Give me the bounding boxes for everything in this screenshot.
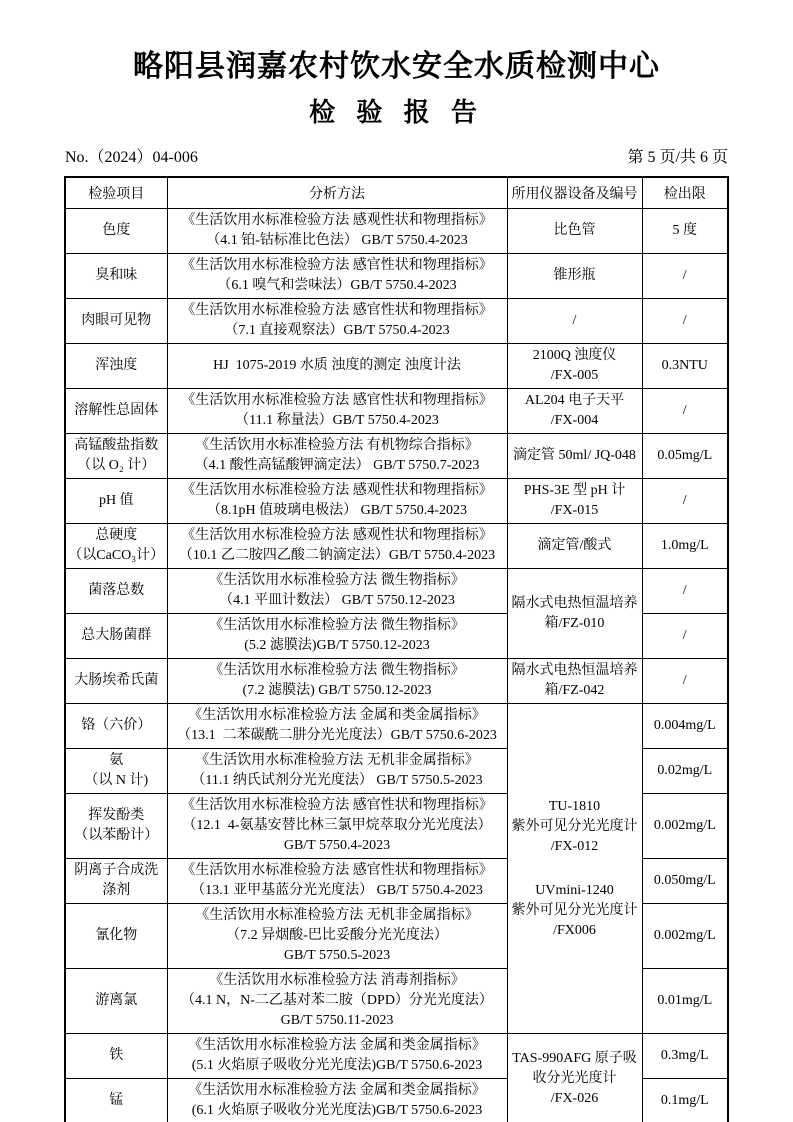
cell-text-line: 铁 xyxy=(109,1048,124,1063)
cell-text-line: (5.2 滤膜法)GB/T 5750.12-2023 xyxy=(244,638,430,653)
cell-text-line: 0.002mg/L xyxy=(653,818,716,833)
cell-text-line: 0.050mg/L xyxy=(653,873,716,888)
cell-text-line: 2100Q 浊度仪 xyxy=(532,348,617,363)
cell-text-line: 收分光光度计 xyxy=(532,1070,617,1086)
cell-text-line: 《生活饮用水标准检验方法 微生物指标》 xyxy=(209,618,465,633)
cell-text-line: 《生活饮用水标准检验方法 金属和类金属指标》 xyxy=(188,1083,486,1098)
cell-analysis-method xyxy=(167,904,507,969)
cell-text-line: / xyxy=(682,583,687,598)
cell-text-line: / xyxy=(682,628,687,643)
cell-text-line: （13.1 亚甲基蓝分光光度法） GB/T 5750.4-2023 xyxy=(191,883,483,898)
cell-text-line: （6.1 嗅气和尝味法）GB/T 5750.4-2023 xyxy=(217,278,457,293)
cell-analysis-method xyxy=(167,434,507,479)
cell-text-line: TU-1810 xyxy=(548,798,601,814)
cell-detection-limit xyxy=(642,569,728,614)
cell-text-line: （10.1 乙二胺四乙酸二钠滴定法）GB/T 5750.4-2023 xyxy=(178,548,496,563)
cell-test-item xyxy=(65,969,167,1034)
cell-text-line: 紫外可见分光光度计 xyxy=(511,902,638,918)
cell-text-line: 隔水式电热恒温培养 xyxy=(511,663,638,678)
cell-test-item xyxy=(65,479,167,524)
column-header: 检出限 xyxy=(642,177,728,209)
cell-text-line: / xyxy=(682,673,687,688)
cell-text-line: GB/T 5750.11-2023 xyxy=(280,1013,394,1028)
column-header: 所用仪器设备及编号 xyxy=(507,177,642,209)
cell-test-item xyxy=(65,1079,167,1122)
cell-text-line: 总大肠菌群 xyxy=(81,628,152,643)
cell-text-line: 0.3mg/L xyxy=(660,1048,709,1063)
cell-test-item xyxy=(65,1034,167,1079)
report-title: 检 验 报 告 xyxy=(309,97,484,127)
cell-text-line: 0.05mg/L xyxy=(657,448,713,463)
table-row xyxy=(65,524,728,569)
cell-instrument xyxy=(507,389,642,434)
cell-text-line: GB/T 5750.5-2023 xyxy=(283,948,391,963)
cell-text-line: （4.1 铂-钴标准比色法） GB/T 5750.4-2023 xyxy=(206,233,468,248)
cell-text-line: 《生活饮用水标准检验方法 感观性状和物理指标》 xyxy=(181,213,493,228)
cell-analysis-method xyxy=(167,1034,507,1079)
cell-text-line: / xyxy=(682,403,687,418)
cell-detection-limit xyxy=(642,434,728,479)
cell-text-line: （4.1 N，N-二乙基对苯二胺（DPD）分光光度法） xyxy=(181,993,493,1008)
cell-text-line: 色度 xyxy=(102,223,131,238)
cell-text-line: / xyxy=(682,268,687,283)
cell-text-line: 《生活饮用水标准检验方法 无机非金属指标》 xyxy=(195,908,479,923)
cell-test-item xyxy=(65,904,167,969)
cell-instrument xyxy=(507,479,642,524)
cell-detection-limit xyxy=(642,859,728,904)
cell-text-line: 0.004mg/L xyxy=(653,718,716,733)
cell-text-line: 滴定管/酸式 xyxy=(537,538,612,553)
cell-detection-limit xyxy=(642,704,728,749)
cell-text-line: 0.3NTU xyxy=(661,358,708,373)
cell-text-line: PHS-3E 型 pH 计 xyxy=(523,483,626,498)
table-row xyxy=(65,659,728,704)
table-row xyxy=(65,434,728,479)
cell-text-line: 肉眼可见物 xyxy=(81,313,152,328)
cell-detection-limit xyxy=(642,749,728,794)
cell-text-line: 锰 xyxy=(109,1093,124,1108)
cell-text-line: 菌落总数 xyxy=(88,583,145,598)
cell-text-line: 《生活饮用水标准检验方法 感观性状和物理指标》 xyxy=(181,528,493,543)
cell-detection-limit xyxy=(642,1079,728,1122)
cell-text-line: 0.01mg/L xyxy=(657,993,713,1008)
cell-analysis-method xyxy=(167,614,507,659)
test-methods-table xyxy=(64,176,729,1122)
cell-text-line: （以苯酚计） xyxy=(74,828,159,843)
table-row xyxy=(65,209,728,254)
cell-text-line: 箱/FZ-042 xyxy=(544,683,605,698)
cell-text-line: / xyxy=(682,493,687,508)
cell-test-item xyxy=(65,524,167,569)
cell-text-line: 溶解性总固体 xyxy=(74,403,159,418)
cell-detection-limit xyxy=(642,794,728,859)
cell-text-line: （12.1 4-氨基安替比林三氯甲烷萃取分光光度法） xyxy=(182,818,492,833)
table-row xyxy=(65,254,728,299)
cell-text-line: （4.1 平皿计数法） GB/T 5750.12-2023 xyxy=(219,593,455,608)
cell-analysis-method xyxy=(167,659,507,704)
cell-text-line: 《生活饮用水标准检验方法 感官性状和物理指标》 xyxy=(181,393,493,408)
cell-text-line: (7.2 滤膜法) GB/T 5750.12-2023 xyxy=(242,683,432,698)
cell-analysis-method xyxy=(167,479,507,524)
cell-text-line: 《生活饮用水标准检验方法 无机非金属指标》 xyxy=(195,753,479,768)
cell-text-line: 《生活饮用水标准检验方法 金属和类金属指标》 xyxy=(188,708,486,723)
cell-text-line: 0.002mg/L xyxy=(653,928,716,943)
cell-text-line: （以 N 计) xyxy=(84,773,149,788)
cell-detection-limit xyxy=(642,1034,728,1079)
cell-detection-limit xyxy=(642,614,728,659)
cell-text-line: 《生活饮用水标准检验方法 消毒剂指标》 xyxy=(209,973,465,988)
cell-instrument xyxy=(507,704,642,1034)
cell-test-item xyxy=(65,859,167,904)
cell-instrument xyxy=(507,1034,642,1122)
cell-text-line: 锥形瓶 xyxy=(553,268,596,283)
cell-instrument xyxy=(507,659,642,704)
cell-text-line: TAS-990AFG 原子吸 xyxy=(512,1050,637,1066)
cell-detection-limit xyxy=(642,479,728,524)
cell-analysis-method xyxy=(167,344,507,389)
cell-detection-limit xyxy=(642,389,728,434)
table-row xyxy=(65,344,728,389)
cell-text-line: 浑浊度 xyxy=(95,358,138,373)
cell-text-line: GB/T 5750.4-2023 xyxy=(283,838,391,853)
cell-text-line: 铬（六价） xyxy=(81,718,152,733)
meta-row xyxy=(65,144,728,167)
cell-text-line: （以 O₂ 计） xyxy=(77,458,156,473)
cell-text-line: （7.2 异烟酸-巴比妥酸分光光度法） xyxy=(226,928,448,943)
cell-text-line: 1.0mg/L xyxy=(660,538,709,553)
cell-instrument xyxy=(507,344,642,389)
cell-test-item xyxy=(65,704,167,749)
cell-analysis-method xyxy=(167,299,507,344)
cell-text-line: 0.1mg/L xyxy=(660,1093,709,1108)
cell-text-line: 高锰酸盐指数 xyxy=(74,438,159,453)
cell-text-line: /FX-012 xyxy=(550,838,599,854)
cell-text-line: 箱/FZ-010 xyxy=(544,615,605,631)
cell-detection-limit xyxy=(642,209,728,254)
cell-text-line: 游离氯 xyxy=(95,993,138,1008)
cell-text-line: HJ 1075-2019 水质 浊度的测定 浊度计法 xyxy=(213,358,461,373)
cell-analysis-method xyxy=(167,749,507,794)
table-row xyxy=(65,479,728,524)
cell-text-line: 《生活饮用水标准检验方法 微生物指标》 xyxy=(209,663,465,678)
cell-text-line: /FX-004 xyxy=(550,413,599,428)
cell-text-line: (6.1 火焰原子吸收分光光度法)GB/T 5750.6-2023 xyxy=(191,1103,483,1118)
cell-analysis-method xyxy=(167,704,507,749)
cell-text-line: /FX006 xyxy=(553,922,596,938)
cell-test-item xyxy=(65,569,167,614)
cell-text-line: （11.1 纳氏试剂分光光度法） GB/T 5750.5-2023 xyxy=(191,773,483,788)
cell-test-item xyxy=(65,749,167,794)
cell-text-line: 阴离子合成洗 xyxy=(74,863,159,878)
cell-test-item xyxy=(65,209,167,254)
cell-detection-limit xyxy=(642,299,728,344)
cell-analysis-method xyxy=(167,794,507,859)
cell-text-line: / xyxy=(572,313,577,328)
cell-analysis-method xyxy=(167,389,507,434)
cell-instrument xyxy=(507,524,642,569)
cell-text-line: 《生活饮用水标准检验方法 感官性状和物理指标》 xyxy=(181,258,493,273)
cell-text-line: 《生活饮用水标准检验方法 感官性状和物理指标》 xyxy=(181,798,493,813)
cell-text-line: （以CaCO₃计） xyxy=(68,548,165,563)
cell-test-item xyxy=(65,614,167,659)
cell-text-line: （8.1pH 值玻璃电极法） GB/T 5750.4-2023 xyxy=(207,503,467,518)
cell-analysis-method xyxy=(167,1079,507,1122)
cell-instrument xyxy=(507,569,642,659)
cell-analysis-method xyxy=(167,209,507,254)
cell-test-item xyxy=(65,389,167,434)
cell-text-line: 5 度 xyxy=(672,223,697,238)
cell-text-line: pH 值 xyxy=(98,493,134,508)
column-header: 分析方法 xyxy=(167,177,507,209)
cell-detection-limit xyxy=(642,344,728,389)
cell-test-item xyxy=(65,659,167,704)
cell-text-line: 大肠埃希氏菌 xyxy=(74,673,159,688)
table-row xyxy=(65,569,728,614)
cell-test-item xyxy=(65,254,167,299)
cell-text-line: 《生活饮用水标准检验方法 有机物综合指标》 xyxy=(195,438,479,453)
cell-text-line: 《生活饮用水标准检验方法 感官性状和物理指标》 xyxy=(181,863,493,878)
cell-text-line: AL204 电子天平 xyxy=(524,393,625,408)
cell-analysis-method xyxy=(167,254,507,299)
cell-detection-limit xyxy=(642,969,728,1034)
table-body xyxy=(65,209,728,1122)
org-title: 略阳县润嘉农村饮水安全水质检测中心 xyxy=(133,50,660,83)
cell-text-line: 0.02mg/L xyxy=(657,763,713,778)
cell-text-line: /FX-026 xyxy=(550,1090,599,1106)
cell-text-line: 氨 xyxy=(109,753,124,768)
cell-text-line: 滴定管 50ml/ JQ-048 xyxy=(513,448,636,463)
cell-test-item xyxy=(65,794,167,859)
cell-text-line: /FX-005 xyxy=(550,368,599,383)
cell-text-line: 氰化物 xyxy=(95,928,138,943)
cell-text-line: /FX-015 xyxy=(550,503,599,518)
cell-analysis-method xyxy=(167,569,507,614)
cell-test-item xyxy=(65,299,167,344)
cell-text-line: 《生活饮用水标准检验方法 金属和类金属指标》 xyxy=(188,1038,486,1053)
page-indicator: 第 5 页/共 6 页 xyxy=(627,149,728,166)
cell-text-line: 比色管 xyxy=(553,223,596,238)
cell-text-line: 总硬度 xyxy=(95,528,138,543)
cell-text-line: （7.1 直接观察法）GB/T 5750.4-2023 xyxy=(224,323,450,338)
cell-instrument xyxy=(507,434,642,479)
cell-text-line: / xyxy=(682,313,687,328)
cell-text-line: 涤剂 xyxy=(102,883,131,898)
cell-detection-limit xyxy=(642,904,728,969)
table-row xyxy=(65,704,728,749)
cell-text-line: 挥发酚类 xyxy=(88,808,145,823)
cell-text-line: UVmini-1240 xyxy=(535,882,614,898)
cell-text-line xyxy=(510,857,640,881)
cell-text-line: （13.1 二苯碳酰二肼分光光度法）GB/T 5750.6-2023 xyxy=(177,728,497,743)
table-row xyxy=(65,1034,728,1079)
report-number: No.（2024）04-006 xyxy=(65,149,198,166)
column-header: 检验项目 xyxy=(65,177,167,209)
cell-instrument xyxy=(507,299,642,344)
cell-instrument xyxy=(507,209,642,254)
cell-text-line: 《生活饮用水标准检验方法 感观性状和物理指标》 xyxy=(181,483,493,498)
cell-text-line: （11.1 称量法）GB/T 5750.4-2023 xyxy=(235,413,439,428)
cell-text-line: 紫外可见分光光度计 xyxy=(511,818,638,834)
cell-detection-limit xyxy=(642,524,728,569)
cell-test-item xyxy=(65,434,167,479)
table-header xyxy=(65,177,728,209)
table-row xyxy=(65,389,728,434)
cell-text-line: 《生活饮用水标准检验方法 感官性状和物理指标》 xyxy=(181,303,493,318)
cell-detection-limit xyxy=(642,659,728,704)
cell-analysis-method xyxy=(167,524,507,569)
table-row xyxy=(65,299,728,344)
cell-instrument xyxy=(507,254,642,299)
cell-text-line: 臭和味 xyxy=(95,268,138,283)
cell-text-line: 隔水式电热恒温培养 xyxy=(511,595,638,611)
table-header-row xyxy=(65,177,728,209)
cell-analysis-method xyxy=(167,969,507,1034)
cell-text-line: 《生活饮用水标准检验方法 微生物指标》 xyxy=(209,573,465,588)
cell-test-item xyxy=(65,344,167,389)
cell-text-line: (5.1 火焰原子吸收分光光度法)GB/T 5750.6-2023 xyxy=(191,1058,483,1073)
cell-text-line: （4.1 酸性高锰酸钾滴定法） GB/T 5750.7-2023 xyxy=(194,458,480,473)
cell-detection-limit xyxy=(642,254,728,299)
cell-analysis-method xyxy=(167,859,507,904)
